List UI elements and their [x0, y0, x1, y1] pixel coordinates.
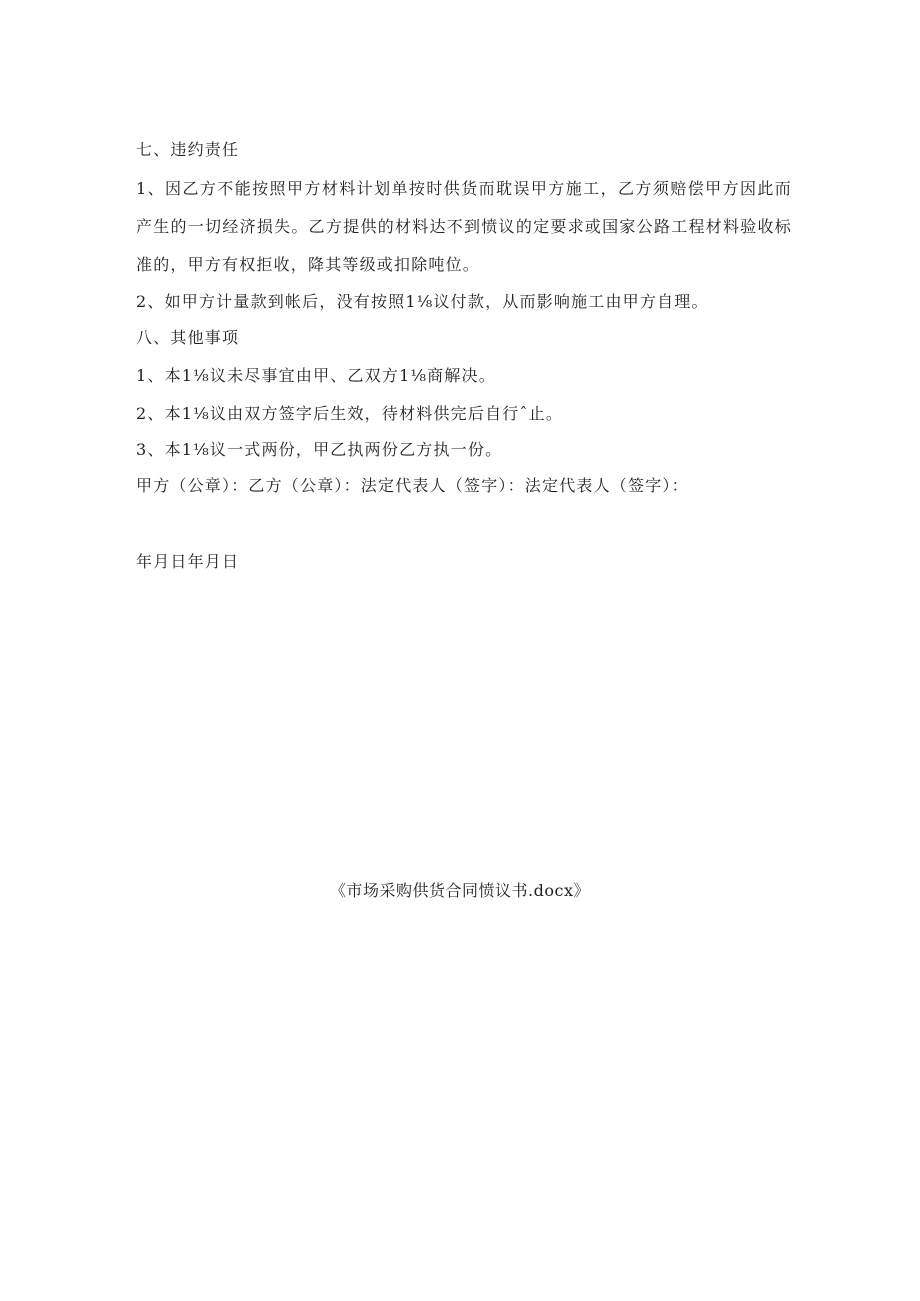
- section-8-heading: 八、其他事项: [136, 328, 240, 347]
- section-7-heading: 七、违约责任: [136, 140, 240, 159]
- section-7-item-2: 2、如甲方计量款到帐后，没有按照1⅛议付款，从而影响施工由甲方自理。: [136, 292, 709, 311]
- section-7-item-1: 1、因乙方不能按照甲方材料计划单按时供货而耽误甲方施工，乙方须赔偿甲方因此而产生的一切经济损失。乙方提供的材料达不到愤议的定要求或国家公路工程材料验收标准的，甲方有权拒收，降其等级或扣除吨位。: [136, 179, 792, 274]
- section-8-item-2: 2、本1⅛议由双方签字后生效，待材料供完后自行ˆ止。: [136, 404, 564, 423]
- date-line: 年月日年月日: [136, 552, 240, 571]
- section-8-item-3: 3、本1⅛议一式两份，甲乙执两份乙方执一份。: [136, 440, 503, 459]
- signature-line: 甲方（公章）：乙方（公章）：法定代表人（签字）：法定代表人（签字）：: [136, 476, 689, 495]
- footer-filename: 《市场采购供货合同愤议书.docx》: [330, 881, 590, 900]
- section-8-item-1: 1、本1⅛议未尽事宜由甲、乙双方1⅛商解决。: [136, 366, 496, 385]
